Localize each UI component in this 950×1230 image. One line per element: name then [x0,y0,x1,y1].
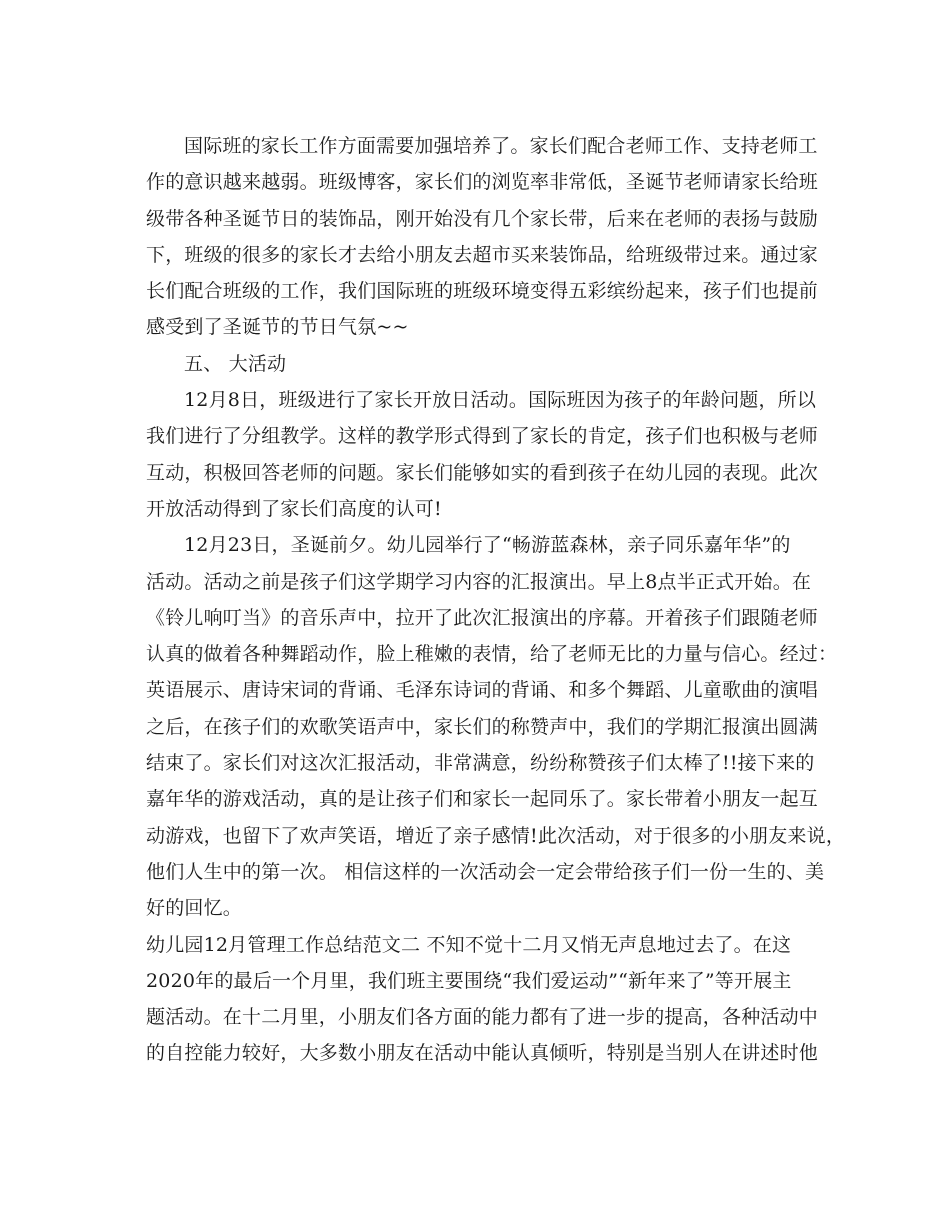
paragraph-line: 结束了。家长们对这次汇报活动，非常满意，纷纷称赞孩子们太棒了!!接下来的 [146,752,815,775]
paragraph-line: 动游戏，也留下了欢声笑语，增近了亲子感情!此次活动，对于很多的小朋友来说， [146,824,846,847]
paragraph-line: 12月23日，圣诞前夕。幼儿园举行了“畅游蓝森林，亲子同乐嘉年华”的 [184,534,791,557]
document-body [146,128,846,1072]
paragraph-line: 他们人生中的第一次。 相信这样的一次活动会一定会带给孩子们一份一生的、美 [146,860,825,883]
paragraph-line: 2020年的最后一个月里，我们班主要围绕“我们爱运动”“新年来了”等开展主 [146,969,792,992]
paragraph-line: 下，班级的很多的家长才去给小朋友去超市买来装饰品，给班级带过来。通过家 [146,243,819,266]
paragraph-line: 长们配合班级的工作，我们国际班的班级环境变得五彩缤纷起来，孩子们也提前 [146,280,819,303]
paragraph-line: 我们进行了分组教学。这样的教学形式得到了家长的肯定，孩子们也积极与老师 [146,425,819,448]
section-heading: 五、 大活动 [184,352,287,375]
paragraph-line: 活动。活动之前是孩子们这学期学习内容的汇报演出。早上8点半正式开始。在 [146,570,812,593]
paragraph-line: 级带各种圣诞节日的装饰品，刚开始没有几个家长带，后来在老师的表扬与鼓励 [146,207,819,230]
paragraph-line: 认真的做着各种舞蹈动作，脸上稚嫩的表情，给了老师无比的力量与信心。经过： [146,643,838,666]
paragraph-line: 题活动。在十二月里，小朋友们各方面的能力都有了进一步的提高，各种活动中 [146,1006,819,1029]
paragraph-line: 的自控能力较好，大多数小朋友在活动中能认真倾听，特别是当别人在讲述时他 [146,1042,819,1065]
paragraph-line: 《铃儿响叮当》的音乐声中，拉开了此次汇报演出的序幕。开着孩子们跟随老师 [146,606,819,629]
section-title-line: 幼儿园12月管理工作总结范文二 不知不觉十二月又悄无声息地过去了。在这 [146,933,792,956]
paragraph-line: 作的意识越来越弱。班级博客，家长们的浏览率非常低，圣诞节老师请家长给班 [146,171,819,194]
paragraph-line: 国际班的家长工作方面需要加强培养了。家长们配合老师工作、支持老师工 [184,135,818,157]
paragraph-line: 英语展示、唐诗宋词的背诵、毛泽东诗词的背诵、和多个舞蹈、儿童歌曲的演唱 [146,679,819,702]
paragraph-line: 之后，在孩子们的欢歌笑语声中，家长们的称赞声中，我们的学期汇报演出圆满 [146,715,819,738]
paragraph-line: 12月8日，班级进行了家长开放日活动。国际班因为孩子的年龄问题，所以 [184,389,817,412]
paragraph-line: 互动，积极回答老师的问题。家长们能够如实的看到孩子在幼儿园的表现。此次 [146,461,819,484]
paragraph-line: 开放活动得到了家长们高度的认可! [146,497,442,520]
paragraph-line: 感受到了圣诞节的节日气氛~~ [146,316,409,339]
paragraph-line: 嘉年华的游戏活动，真的是让孩子们和家长一起同乐了。家长带着小朋友一起互 [146,788,819,811]
paragraph-line: 好的回忆。 [146,897,243,920]
